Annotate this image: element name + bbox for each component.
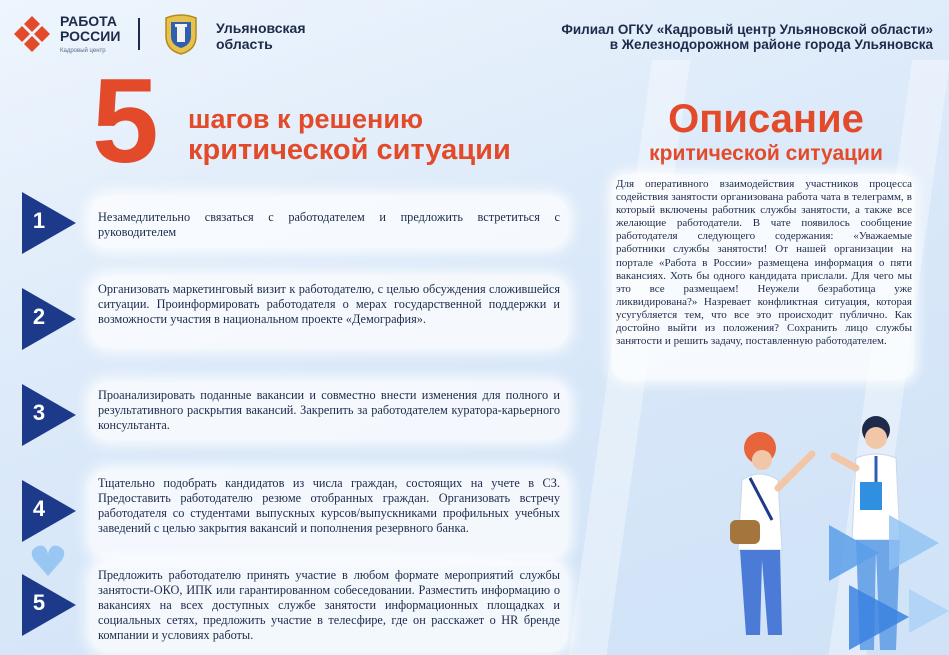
rabota-rossii-logo-icon (12, 14, 52, 54)
big-number-five: 5 (92, 54, 159, 188)
step-card (90, 196, 568, 248)
logo-text: РАБОТА РОССИИ (60, 13, 121, 44)
step-number: 1 (32, 208, 46, 233)
step-text: Проанализировать поданные вакансии и совместно внести изменения для полного и результативного раскрытия вакансий. Закрепить за работодателем куратора-карьерного консультанта. (98, 388, 560, 432)
step-text: Незамедлительно связаться с работодателем и предложить встретиться с руководителем (98, 210, 560, 239)
steps-title: шагов к решению критической ситуации (188, 104, 511, 166)
heart-decoration-icon (28, 540, 68, 580)
step-text: Предложить работодателю принять участие в любом формате мероприятий службы занятости-ОКО, ИПК или гарантированном собеседовании. Разместить информацию о вакансиях на всех доступных службе занятости информационных площадках и социальных сетях, предложить участие в телесфире, где он расскажет о HR бренде компании и условиях работы. (98, 568, 560, 642)
step-text: Организовать маркетинговый визит к работодателю, с целью обсуждения сложившейся ситуации. Проинформировать работодателя о мерах государственной поддержки и возможности участия в национальном проекте «Демография». (98, 282, 560, 326)
step-card (90, 562, 568, 652)
step-number: 2 (32, 304, 46, 329)
step-number: 4 (32, 496, 46, 521)
step-number: 3 (32, 400, 46, 425)
description-title: Описание критической ситуации (649, 97, 883, 165)
step-number: 5 (32, 590, 46, 615)
step-text: Тщательно подобрать кандидатов из числа граждан, состоящих на учете в СЗ. Предоставить работодателю резюме отобранных граждан. Организовать встречу работодателя со студентами выпускных курсов/выпускниками профильных учебных заведений с целью закрытия вакансий и пополнения резервного банка. (98, 476, 560, 535)
description-text: Для оперативного взаимодействия участников процесса содействия занятости организована работа чата в телеграмм, в который включены работник службы занятости, а также все желающие работодатели. В чате появилось сообщение работодателя следующего содержания: «Уважаемые работники службы занятости! От нашей организации на портале «Работа в России» размещена информация о пяти вакансиях. Хоть бы одного кандидата прислали. Для чего мы это все размещаем! Неужели безработица уже ликвидирована?» Назревает конфликтная ситуация, которая усугубляется тем, что все это происходит публично. Как достойно выйти из положения? Сохранить лицо службы занятости и решить задачу, поставленную работодателем. (616, 178, 912, 348)
step-card (90, 276, 568, 348)
region-name: Ульяновская область (216, 20, 306, 52)
logo-subtitle: Кадровый центр (60, 48, 106, 54)
branch-name: Филиал ОГКУ «Кадровый центр Ульяновской области» в Железнодорожном районе города Ульяновска (561, 22, 933, 52)
step-card (90, 470, 568, 558)
ulyanovsk-emblem-icon (160, 12, 202, 56)
step-card (90, 382, 568, 440)
triangles-decoration-icon (809, 505, 949, 655)
header-divider (138, 18, 140, 50)
